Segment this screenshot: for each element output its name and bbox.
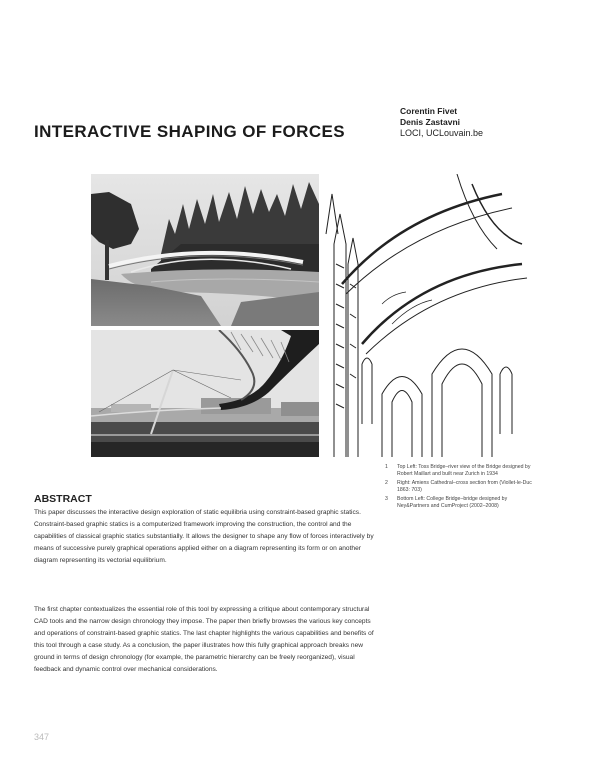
author-name: Corentin Fivet [400, 106, 458, 116]
figure-captions [385, 464, 535, 513]
bridge-photo-top [91, 174, 319, 326]
abstract-heading: ABSTRACT [34, 493, 92, 505]
abstract-paragraph: The first chapter contextualizes the essential role of this tool by expressing a critique about contemporary structural CAD tools and the narrow design chronology they impose. The paper then briefly browses the various key concepts and operations of constraint-based graphic statics. The last chapter highlights the various capabilities and benefits of this tool through a case study. As a conclusion, the paper illustrates how this fully graphical approach breaks new ground in terms of design chronology (for example, the parametric hierarchy can be freely reorganized), visual feedback and dynamic control over mechanical considerations. [34, 606, 374, 674]
footbridge-image [91, 330, 319, 457]
caption-text: Top Left: Toss Bridge–river view of the Bridge designed by Robert Maillart and built near Zurich in 1934 [397, 464, 531, 477]
caption-number: 3 [385, 496, 388, 503]
figure-caption [385, 496, 535, 509]
paper-title: INTERACTIVE SHAPING OF FORCES [34, 122, 346, 141]
caption-number: 1 [385, 464, 388, 470]
author-affiliation: LOCI, UCLouvain.be [400, 128, 484, 138]
figure-caption [385, 464, 535, 477]
cathedral-drawing [322, 174, 529, 457]
caption-text: Bottom Left: College Bridge–bridge designed by Ney&Partners and CumProject (2002–2008) [397, 496, 508, 509]
caption-number: 2 [385, 480, 388, 487]
author-name: Denis Zastavni [400, 117, 460, 127]
page-number: 347 [34, 732, 50, 742]
bridge-river-image [91, 174, 319, 326]
figure-caption [385, 480, 535, 493]
bridge-photo-bottom [91, 330, 319, 457]
author-block [400, 106, 580, 139]
caption-text: Right: Amiens Cathedral–cross section from (Viollet-le-Duc 1863: 703) [397, 480, 532, 493]
cathedral-section-image [322, 174, 529, 457]
abstract-paragraph: This paper discusses the interactive design exploration of static equilibria using constraint-based graphic statics. Constraint-based graphic statics is a computerized framework improving the construction, the control and the capabilities of classical graphic statics substantially. It allows the designer to shape any flow of forces interactively by means of successive purely graphical operations applied either on a diagram representing its form or on another diagram representing its vectorial equilibrium. [34, 509, 374, 565]
